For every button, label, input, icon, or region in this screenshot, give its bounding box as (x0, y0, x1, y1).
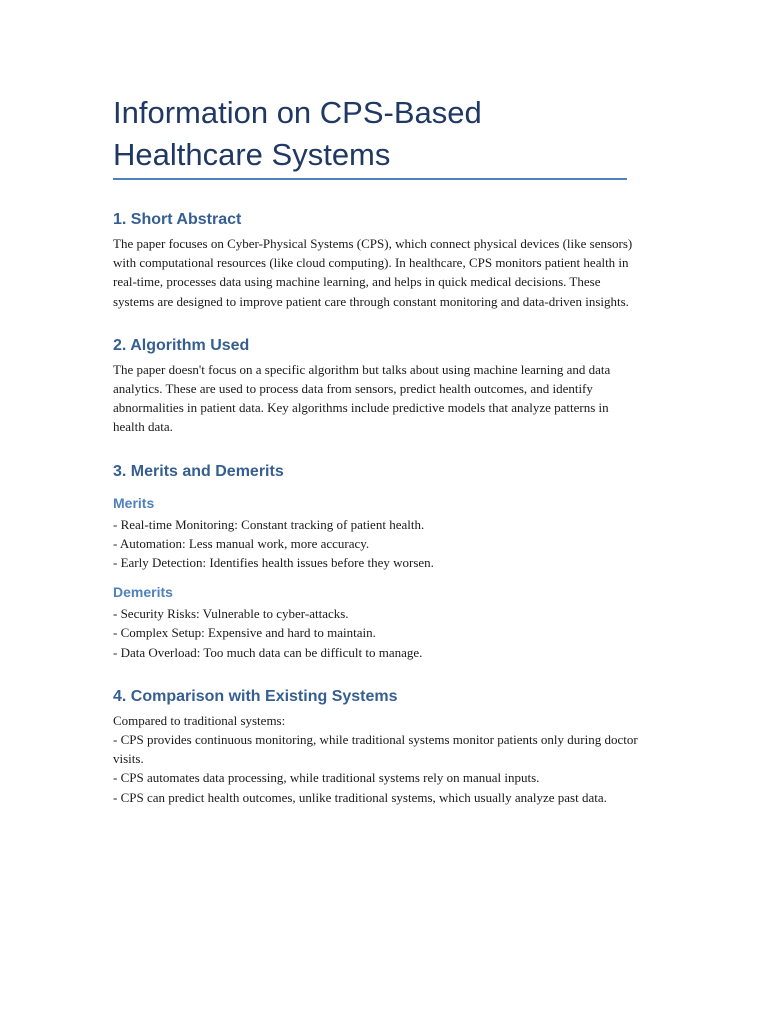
section-heading-merits-demerits: 3. Merits and Demerits (113, 462, 284, 480)
section-merits-demerits (113, 461, 655, 662)
demerits-block (113, 582, 655, 662)
merit-item: - Early Detection: Identifies health issues before they worsen. (113, 555, 434, 571)
comparison-point: - CPS provides continuous monitoring, while traditional systems monitor patients only during doctor visits. (113, 732, 638, 767)
demerit-item: - Security Risks: Vulnerable to cyber-attacks. (113, 606, 349, 622)
comparison-intro: Compared to traditional systems: (113, 712, 286, 728)
demerit-item: - Data Overload: Too much data can be difficult to manage. (113, 644, 423, 660)
section-algorithm (113, 335, 655, 437)
section-comparison (113, 686, 655, 807)
section-abstract (113, 209, 655, 311)
merits-heading: Merits (113, 494, 155, 511)
section-heading-abstract: 1. Short Abstract (113, 211, 242, 228)
title-divider (113, 178, 627, 180)
document-title: Information on CPS-Based Healthcare Systems (113, 95, 482, 172)
section-heading-comparison: 4. Comparison with Existing Systems (113, 687, 398, 705)
section-heading-algorithm: 2. Algorithm Used (113, 336, 250, 354)
merit-item: - Real-time Monitoring: Constant tracking of patient health. (113, 516, 425, 532)
merit-item: - Automation: Less manual work, more accuracy. (113, 535, 370, 551)
merits-block (113, 493, 655, 573)
demerits-heading: Demerits (113, 584, 173, 601)
comparison-point: - CPS automates data processing, while traditional systems rely on manual inputs. (113, 770, 540, 786)
algorithm-paragraph: The paper doesn't focus on a specific algorithm but talks about using machine learning and data analytics. These are used to process data from sensors, predict health outcomes, and identify abnormalities in patient data. Key algorithms include predictive models that analyze patterns in health data. (113, 361, 611, 435)
demerit-item: - Complex Setup: Expensive and hard to maintain. (113, 625, 376, 641)
comparison-point: - CPS can predict health outcomes, unlike traditional systems, which usually analyze past data. (113, 789, 607, 805)
abstract-paragraph: The paper focuses on Cyber-Physical Systems (CPS), which connect physical devices (like sensors) with computational resources (like cloud computing). In healthcare, CPS monitors patient health in real-time, processes data using machine learning, and helps in quick medical decisions. These systems are designed to improve patient care through constant monitoring and data-driven insights. (113, 236, 633, 309)
